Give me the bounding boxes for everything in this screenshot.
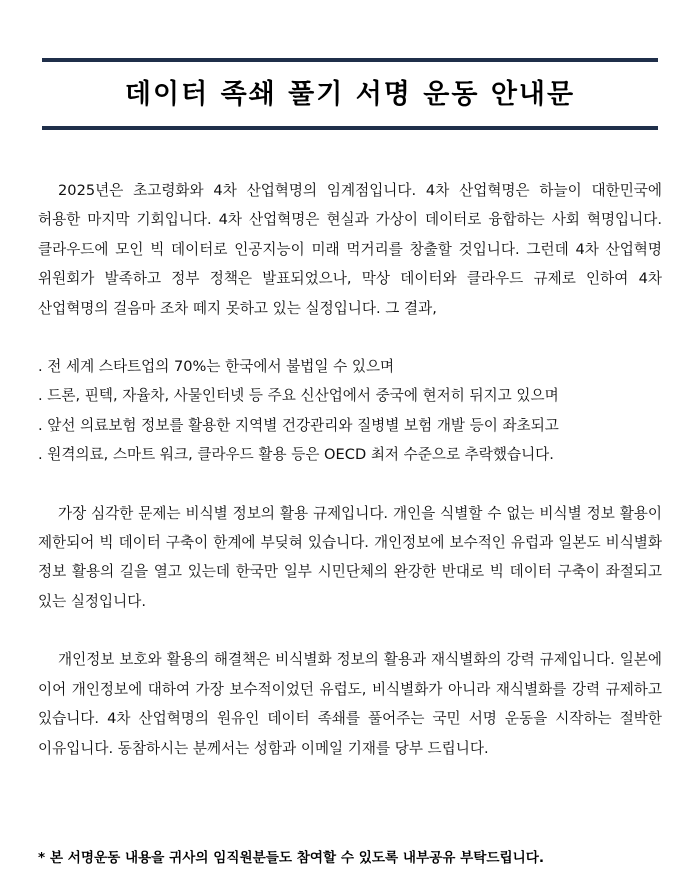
list-item: . 드론, 핀텍, 자율차, 사물인터넷 등 주요 신산업에서 중국에 현저히 뒤지고 있으며 xyxy=(38,387,559,405)
list-item: . 전 세계 스타트업의 70%는 한국에서 불법일 수 있으며 xyxy=(38,358,395,376)
paragraph-spacer xyxy=(38,616,662,645)
solution-paragraph: 개인정보 보호와 활용의 해결책은 비식별화 정보의 활용과 재식별화의 강력 규제입니다. 일본에 이어 개인정보에 대하여 가장 보수적이었던 유럽도, 비식별화가 아니라 재식별화를 강력 규제하고 있습니다. 4차 산업혁명의 원유인 데이터 족쇄를 풀어주는 국민 서명 운동을 시작하는 절박한 이유입니다. 동참하시는 분께서는 성함과 이메일 기재를 당부 드립니다. xyxy=(38,651,662,757)
paragraph-spacer xyxy=(38,323,662,352)
title-rule-bottom xyxy=(42,126,658,130)
document-body xyxy=(38,176,662,763)
problem-paragraph: 가장 심각한 문제는 비식별 정보의 활용 규제입니다. 개인을 식별할 수 없는 비식별 정보 활용이 제한되어 빅 데이터 구축이 한계에 부딪혀 있습니다. 개인정보에 보수적인 유럽과 일본도 비식별화 정보 활용의 길을 열고 있는데 한국만 일부 시민단체의 완강한 반대로 빅 데이터 구축이 좌절되고 있는 실정입니다. xyxy=(38,504,662,610)
sharing-notice: * 본 서명운동 내용을 귀사의 임직원분들도 참여할 수 있도록 내부공유 부탁드립니다. xyxy=(38,850,545,866)
title-rule-top xyxy=(42,58,658,62)
list-item: . 앞선 의료보험 정보를 활용한 지역별 건강관리와 질병별 보험 개발 등이 좌초되고 xyxy=(38,416,559,434)
document-title: 데이터 족쇄 풀기 서명 운동 안내문 xyxy=(124,79,576,110)
intro-paragraph: 2025년은 초고령화와 4차 산업혁명의 임계점입니다. 4차 산업혁명은 하늘이 대한민국에 허용한 마지막 기회입니다. 4차 산업혁명은 현실과 가상이 데이터로 융합하는 사회 혁명입니다. 클라우드에 모인 빅 데이터로 인공지능이 미래 먹거리를 창출할 것입니다. 그런데 4차 산업혁명 위원회가 발족하고 정부 정책은 발표되었으나, 막상 데이터와 클라우드 규제로 인하여 4차 산업혁명의 걸음마 조차 떼지 못하고 있는 실정입니다. 그 결과, xyxy=(38,182,662,317)
consequence-list xyxy=(38,352,662,470)
list-item: . 원격의료, 스마트 워크, 클라우드 활용 등은 OECD 최저 수준으로 추락했습니다. xyxy=(38,446,554,464)
paragraph-spacer xyxy=(38,470,662,499)
